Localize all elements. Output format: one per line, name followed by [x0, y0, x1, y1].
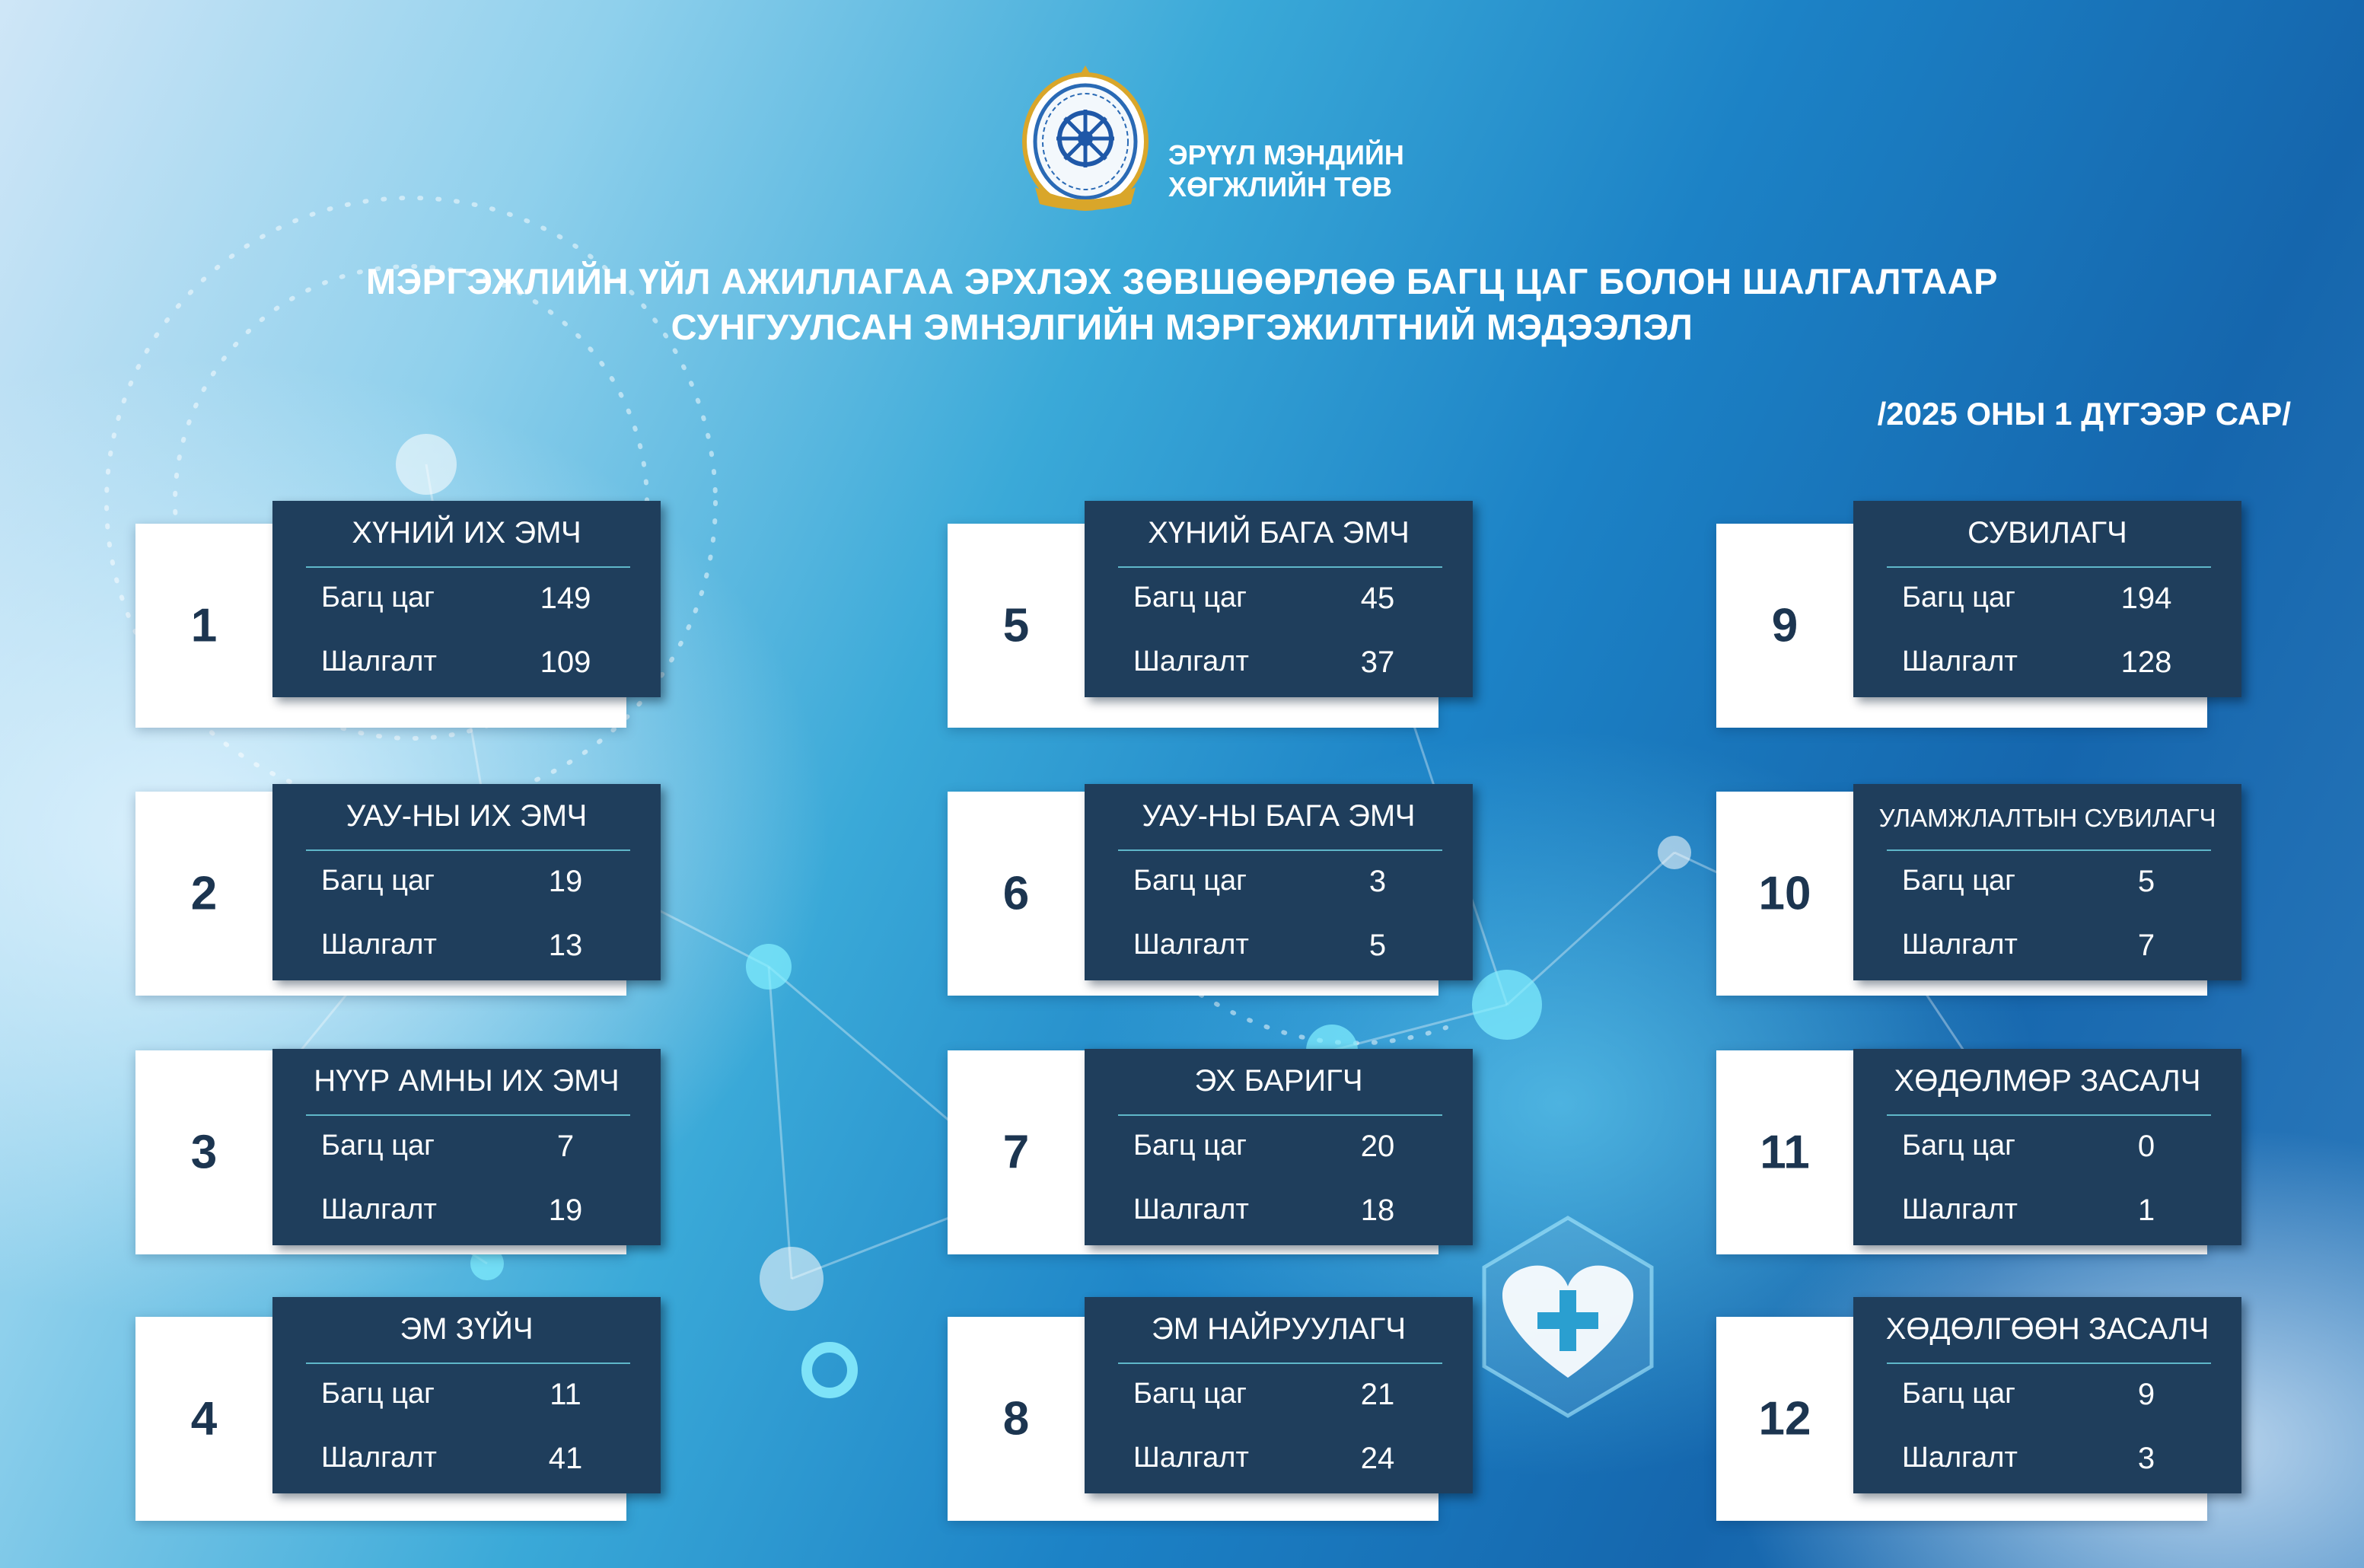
card-title: УЛАМЖЛАЛТЫН СУВИЛАГЧ: [1878, 804, 2216, 832]
card-number: 1: [190, 599, 218, 652]
exam-value: 128: [2120, 645, 2172, 679]
card-title: СУВИЛАГЧ: [1967, 516, 2127, 550]
title-line2: СУНГУУЛСАН ЭМНЭЛГИЙН МЭРГЭЖИЛТНИЙ МЭДЭЭЛЭЛ: [671, 307, 1693, 347]
exam-label: Шалгалт: [321, 929, 437, 961]
card-divider: [1887, 1114, 2211, 1116]
card-title: ХҮНИЙ БАГА ЭМЧ: [1148, 516, 1410, 550]
exam-value: 109: [540, 645, 591, 679]
card-divider: [306, 1362, 630, 1364]
package-hours-label: Багц цаг: [1902, 1130, 2016, 1162]
profession-card: [1716, 792, 2216, 996]
package-hours-value: 0: [2137, 1130, 2155, 1163]
card-divider: [1887, 1362, 2211, 1364]
card-number: 10: [1758, 867, 1811, 920]
page-title: [0, 259, 2364, 350]
card-number: 4: [190, 1392, 218, 1445]
package-hours-label: Багц цаг: [1902, 865, 2016, 897]
exam-label: Шалгалт: [321, 1442, 437, 1474]
package-hours-label: Багц цаг: [1133, 1130, 1247, 1162]
title-line1: МЭРГЭЖЛИЙН ҮЙЛ АЖИЛЛАГАА ЭРХЛЭХ ЗӨВШӨӨРЛӨӨ БАГЦ ЦАГ БОЛОН ШАЛГАЛТААР: [366, 261, 1998, 301]
package-hours-value: 45: [1360, 582, 1395, 615]
exam-value: 37: [1360, 645, 1395, 679]
card-number: 5: [1002, 599, 1030, 652]
package-hours-value: 194: [2120, 582, 2172, 615]
package-hours-value: 5: [2137, 865, 2155, 898]
card-number: 11: [1760, 1126, 1810, 1179]
exam-value: 3: [2137, 1442, 2155, 1475]
card-stats-panel: [1085, 1049, 1473, 1245]
card-stats-panel: [272, 1297, 661, 1493]
card-stats-panel: [1853, 1297, 2241, 1493]
package-hours-value: 21: [1360, 1378, 1395, 1411]
card-stats-panel: [1853, 784, 2241, 980]
heart-cross-icon: [1484, 1218, 1652, 1416]
card-number: 3: [190, 1126, 218, 1179]
exam-value: 13: [548, 929, 583, 962]
profession-card: [135, 1050, 626, 1254]
package-hours-value: 7: [556, 1130, 575, 1163]
profession-card: [135, 1312, 626, 1521]
profession-card: [948, 1312, 1438, 1521]
exam-value: 7: [2137, 929, 2155, 962]
package-hours-label: Багц цаг: [1902, 1378, 2016, 1410]
exam-label: Шалгалт: [1902, 1194, 2018, 1225]
card-number: 8: [1002, 1392, 1030, 1445]
package-hours-value: 20: [1360, 1130, 1395, 1163]
card-stats-panel: [1085, 1297, 1473, 1493]
package-hours-label: Багц цаг: [321, 1130, 435, 1162]
profession-card: [135, 792, 626, 996]
exam-label: Шалгалт: [1133, 1442, 1249, 1474]
package-hours-value: 9: [2137, 1378, 2155, 1411]
card-title: ЭМ ЗҮЙЧ: [400, 1312, 534, 1346]
card-title: НҮҮР АМНЫ ИХ ЭМЧ: [314, 1064, 620, 1098]
card-divider: [1887, 849, 2211, 851]
package-hours-value: 11: [550, 1378, 581, 1411]
card-divider: [306, 566, 630, 568]
organization-logo: [1020, 59, 1151, 213]
exam-value: 5: [1368, 929, 1387, 962]
exam-label: Шалгалт: [1133, 645, 1249, 677]
package-hours-label: Багц цаг: [1133, 1378, 1247, 1410]
card-title: ЭМ НАЙРУУЛАГЧ: [1151, 1312, 1407, 1346]
card-number: 12: [1758, 1392, 1811, 1445]
profession-card: [1716, 1312, 2209, 1521]
exam-value: 19: [548, 1194, 583, 1227]
profession-card: [948, 1050, 1438, 1254]
card-stats-panel: [1853, 1049, 2241, 1245]
profession-card: [948, 516, 1438, 728]
card-divider: [306, 1114, 630, 1116]
exam-value: 41: [548, 1442, 583, 1475]
package-hours-label: Багц цаг: [1133, 582, 1247, 613]
profession-card: [948, 792, 1438, 996]
card-stats-panel: [272, 784, 661, 980]
exam-value: 1: [2137, 1194, 2155, 1227]
card-title: ХӨДӨЛГӨӨН ЗАСАЛЧ: [1885, 1312, 2209, 1346]
card-divider: [1118, 1362, 1442, 1364]
profession-card: [1716, 1050, 2207, 1254]
package-hours-label: Багц цаг: [321, 582, 435, 613]
card-stats-panel: [272, 501, 661, 697]
card-number: 7: [1002, 1126, 1030, 1179]
profession-card: [135, 516, 626, 728]
card-title: УАУ-НЫ ИХ ЭМЧ: [346, 799, 588, 833]
profession-card: [1716, 516, 2207, 728]
exam-label: Шалгалт: [1133, 1194, 1249, 1225]
exam-value: 18: [1360, 1194, 1395, 1227]
exam-label: Шалгалт: [1902, 1442, 2018, 1474]
package-hours-label: Багц цаг: [321, 865, 435, 897]
exam-value: 24: [1360, 1442, 1395, 1475]
card-divider: [1118, 1114, 1442, 1116]
card-divider: [1118, 566, 1442, 568]
card-divider: [1887, 566, 2211, 568]
card-number: 2: [190, 867, 218, 920]
card-divider: [306, 849, 630, 851]
organization-name: [1168, 139, 1404, 203]
card-title: УАУ-НЫ БАГА ЭМЧ: [1142, 799, 1416, 833]
package-hours-value: 3: [1368, 865, 1387, 898]
exam-label: Шалгалт: [321, 1194, 437, 1225]
package-hours-value: 19: [548, 865, 583, 898]
card-number: 6: [1002, 867, 1030, 920]
exam-label: Шалгалт: [1902, 645, 2018, 677]
card-stats-panel: [1085, 501, 1473, 697]
exam-label: Шалгалт: [1133, 929, 1249, 961]
org-name-line1: ЭРҮҮЛ МЭНДИЙН: [1168, 139, 1404, 171]
card-stats-panel: [1085, 784, 1473, 980]
package-hours-label: Багц цаг: [321, 1378, 435, 1410]
period-label: /2025 ОНЫ 1 ДҮГЭЭР САР/: [1877, 396, 2291, 432]
card-title: ХӨДӨЛМӨР ЗАСАЛЧ: [1894, 1064, 2201, 1098]
card-divider: [1118, 849, 1442, 851]
card-stats-panel: [1853, 501, 2241, 697]
package-hours-label: Багц цаг: [1902, 582, 2016, 613]
exam-label: Шалгалт: [1902, 929, 2018, 961]
package-hours-label: Багц цаг: [1133, 865, 1247, 897]
card-stats-panel: [272, 1049, 661, 1245]
card-title: ХҮНИЙ ИХ ЭМЧ: [352, 516, 581, 550]
exam-label: Шалгалт: [321, 645, 437, 677]
org-name-line2: ХӨГЖЛИЙН ТӨВ: [1168, 171, 1392, 202]
card-title: ЭХ БАРИГЧ: [1194, 1064, 1363, 1098]
card-number: 9: [1771, 599, 1798, 652]
package-hours-value: 149: [540, 582, 591, 615]
